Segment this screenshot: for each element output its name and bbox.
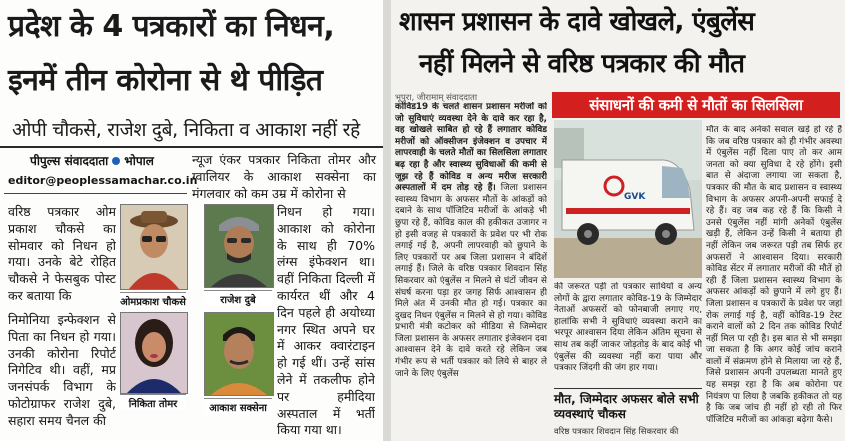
right-subhead-rule (554, 388, 702, 389)
left-headline-line1: प्रदेश के 4 पत्रकारों का निधन, (8, 9, 335, 44)
byline-location: भोपाल (124, 154, 154, 168)
byline-name: पीपुल्स संवाददाता (30, 154, 109, 168)
photo-nikita-tomar (120, 312, 188, 394)
left-subheadline: ओपी चौकसे, राजेश दुबे, निकिता व आकाश नहीं रहे (12, 119, 360, 141)
left-byline (30, 152, 154, 169)
right-red-banner: संसाधनों की कमी से मौतों का सिलसिला (552, 92, 840, 118)
left-column-a2: निमोनिया इन्फेक्शन से पिता का निधन हो गया। उनकी कोरोना रिपोर्ट निगेटिव थी। वहीं, मप्र जनसंपर्क विभाग के फोटोग्राफर राजेश दुबे, सहारा समय चैनल की (8, 312, 116, 428)
ambulance-photo (554, 120, 702, 278)
bullet-dot-icon (112, 157, 120, 165)
right-headline-line2: नहीं मिलने से वरिष्ठ पत्रकार की मौत (419, 49, 745, 79)
ambulance-brand-label: GVK (624, 192, 646, 202)
left-rule-short (4, 193, 187, 194)
left-column-a: वरिष्ठ पत्रकार ओम प्रकाश चौकसे का सोमवार को निधन हो गया। उनके बेटे रोहित चौकसे ने फेसबुक पोस्ट कर बताया कि (8, 204, 116, 303)
right-column-2: की जरूरत पड़ी तो पत्रकार साथियों व अन्य लोगों के द्वारा लगातार कोविड-19 के जिम्मेदार नेताओं अफसरों को फोनबाजी लगाए गए, हालांकि सभी ने सुविधाएं व्यवस्था कराने का भरपूर आश्वासन दिया लेकिन अंतिम सूचना से साथ तब कहीं जाकर जोड़तोड़ के बाद कोई भी एंबुलेंस की व्यवस्था नहीं करा पाया और पत्रकार जिंदगी की जंग हार गया। (554, 282, 702, 374)
left-column-b: निधन हो गया। आकाश को कोरोना के साथ ही 70% लंग्स इंफेक्शन था। वहीं निकिता दिल्ली में कार्यरत थीं और 4 दिन पहले ही अयोध्या नगर स्थित अपने घर में आकर क्वारंटाइन हो गई थीं। उन्हें सांस लेने में तकलीफ होने पर हमीदिया अस्पताल में भर्ती किया गया था। (277, 204, 375, 438)
right-dateline: भूपुरा, जीरामाम् संवाददाता (395, 93, 478, 103)
right-column-1-body: जिला प्रशासन स्वास्थ्य विभाग के अफसर मौतों के आंकड़ों को दबाने के साथ पॉजिटिव मरीजों के आंकड़े भी छुपा रहे हैं, कोविड काल की हकीकत उजागर न हो इसी वजह से पत्रकारों के प्रवेश पर भी रोक लगाई गई है, अपनी लापरवाही को छुपाने के लिए पत्रकारों पर अब जिला प्रशासन ने बंदिशें लगाई हैं। जिले के वरिष्ठ पत्रकार शिवदान सिंह सिकरवार को एंबुलेंस न मिलने से घंटों जीवन से संघर्ष करना पड़ा हर जगह सिर्फ आश्वासन ही मिले अंत में उनकी मौत हो गई। पत्रकार का दुखद निधन एंबुलेंस न मिलने से हो गया। कोविड प्रभारी मंत्री कटोकर को मीडिया से जिम्मेदार जिला प्रशासन के अफसर लगातार इंजेक्शन दवा आश्वासन देने के दावे करते रहे लेकिन जब गंभीर रूप से भर्ती पत्रकार को लिये से बाहर ले जाने के लिए एंबुलेंस (395, 183, 547, 379)
photo-op-chouksey (120, 204, 188, 290)
portrait-man-cap-icon (205, 205, 273, 287)
right-column-2-caption: वरिष्ठ पत्रकार शिवदान सिंह सिकरवार की (554, 427, 679, 437)
left-headline-line2: इनमें तीन कोरोना से थे पीड़ित (8, 63, 323, 98)
portrait-man-hat-icon (121, 205, 187, 289)
right-column-3: मौत के बाद अनेकों सवाल खड़े हो रहे हैं कि जब वरिष्ठ पत्रकार को ही गंभीर अवस्था में एंबुलेंस नहीं दिला पाए तो कर आम जनता को क्या सुविधा दे रहे होंगे। इसी बात से अंदाजा लगाया जा सकता है, पत्रकार की मौत के बाद प्रशासन व स्वास्थ्य विभाग के अफसर अपनी-अपनी सफाई दे रहे हैं। वह जब कह रहे हैं कि किसी ने उनसे एंबुलेंस नहीं मांगी अनेकों एंबुलेंस खड़ी हैं, लेकिन उन्हें किसी ने बताया ही नहीं लेकिन जब जरूरत पड़ी तब सिर्फ हर अफसरों ने आश्वासन दिया। सरकारी कोविड सेंटर में लगातार मरीजों की मौतें हो रही हैं जिला प्रशासन स्वास्थ्य विभाग के अफसर आंकड़ों को छुपाने में लगे हुए हैं। जिला प्रशासन व पत्रकारों के प्रवेश पर जहां रोक लगाई गई है, वहीं कोविड-19 टेस्ट कराने वालों को 2 दिन तक कोविड रिपोर्ट नहीं मिल पा रही है। इस बात से भी समझा जा सकता है कि अगर कोई जांच कराने वालों में संक्रमण होने से मिलाया जा रहे हैं, जिसे प्रशासन अपनी उपलब्धता मानते हुए यह समझ रहा है कि अब कोरोना पर नियंत्रण पा लिया है जबकि हकीकत तो यह है कि जब जांच ही नहीं हो रही तो फिर पॉजिटिव मरीजों का आंकड़ा बढ़ेगा कैसे। (706, 125, 842, 425)
photo-akash-saxena (204, 312, 274, 396)
right-column-1 (395, 102, 547, 440)
left-news-clipping (0, 0, 383, 441)
right-news-clipping (391, 0, 845, 441)
right-column-2-subhead: मौत, जिम्मेदार अफसर बोले सभी व्यवस्थाएं चौकस (554, 392, 699, 421)
caption-op-chouksey: ओमप्रकाश चौकसे (120, 292, 186, 308)
right-lead-paragraph: कोविड19 के चलते शासन प्रशासन मरीजों को जो सुविधाएं व्यवस्था देने के दावे कर रहा है, वह खोखले साबित हो रहे हैं लगातार कोविड मरीजों को ऑक्सीजन इंजेक्शन व उपचार में लापरवाही के चलते मौतों का सिलसिला लगातार बढ़ रहा है और स्वास्थ्य सुविधाओं की कमी से जूझ रहे हैं कोविड व अन्य मरीज सरकारी अस्पतालों में दम तोड़ रहे हैं। (395, 102, 547, 194)
caption-akash-saxena: आकाश सक्सेना (204, 398, 272, 414)
left-rule (0, 146, 383, 148)
caption-rajesh-dubey: राजेश दुबे (204, 290, 272, 306)
caption-nikita-tomar: निकिता तोमर (120, 394, 186, 410)
right-headline-line1: शासन प्रशासन के दावे खोखले, एंबुलेंस (399, 7, 755, 37)
clipping-divider (383, 0, 391, 441)
left-column-top: न्यूज एंकर पत्रकार निकिता तोमर और ग्वालियर के आकाश सक्सेना का मंगलवार को कम उम्र में कोरोना से (192, 152, 376, 201)
portrait-woman-icon (121, 313, 187, 393)
photo-rajesh-dubey (204, 204, 274, 288)
portrait-man-icon (205, 313, 273, 395)
left-email: editor@peoplessamachar.co.in (8, 174, 198, 187)
